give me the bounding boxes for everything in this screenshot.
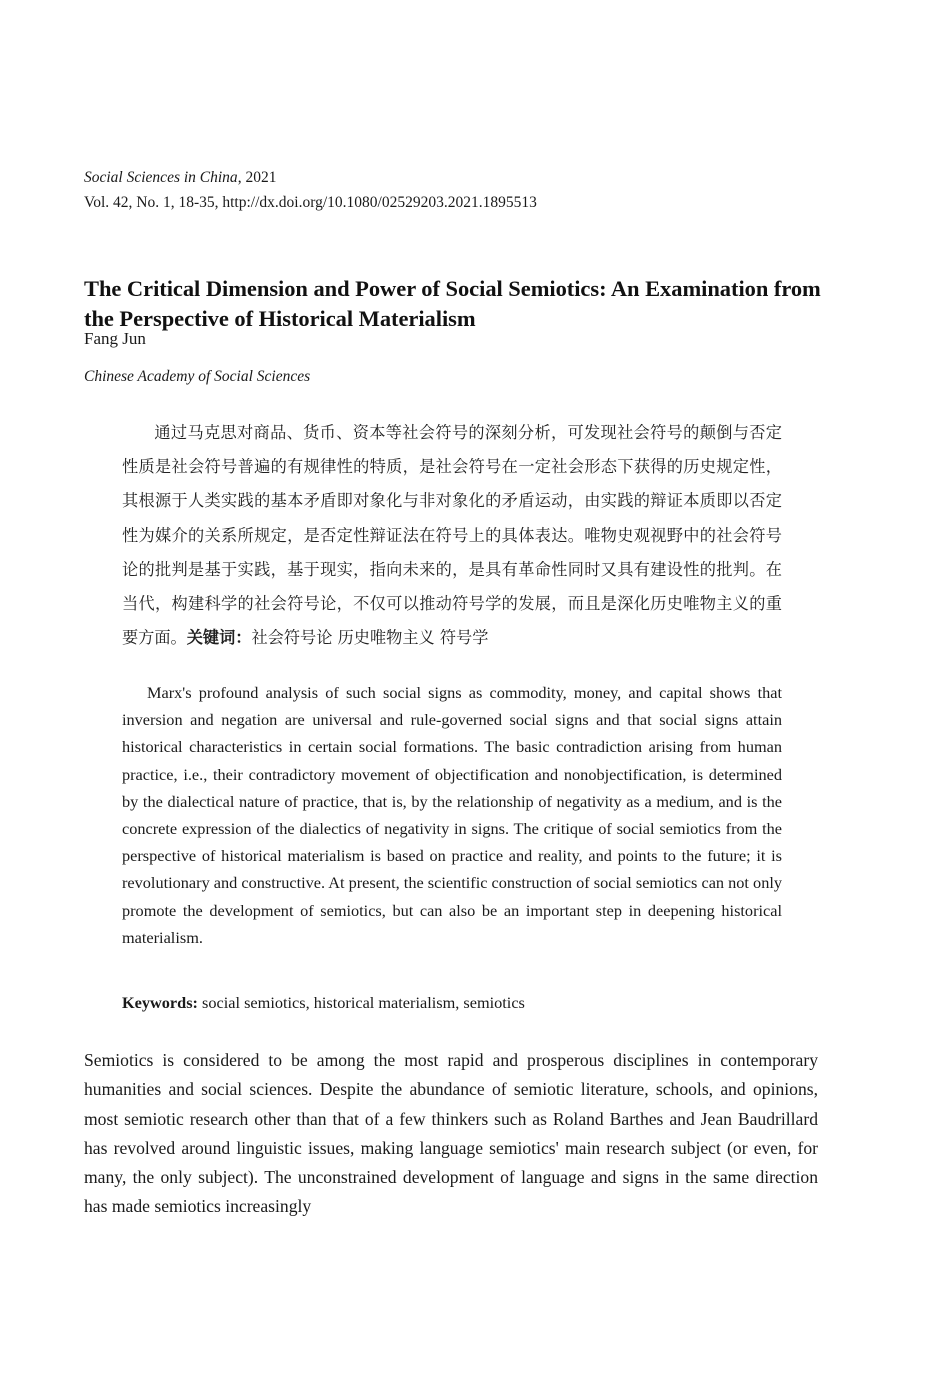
author-name: Fang Jun bbox=[84, 329, 146, 348]
chinese-keywords-value: 社会符号论 历史唯物主义 符号学 bbox=[251, 628, 489, 648]
journal-name: Social Sciences in China bbox=[84, 169, 238, 186]
journal-volume-doi-line: Vol. 42, No. 1, 18-35, http://dx.doi.org/10.1080/02529203.2021.1895513 bbox=[84, 193, 537, 211]
english-keywords-value: social semiotics, historical materialism, semiotics bbox=[202, 993, 525, 1012]
english-keywords bbox=[122, 991, 782, 1015]
chinese-abstract-body: 通过马克思对商品、货币、资本等社会符号的深刻分析，可发现社会符号的颠倒与否定性质是社会符号普遍的有规律性的特质，是社会符号在一定社会形态下获得的历史规定性，其根源于人类实践的基本矛盾即对象化与非对象化的矛盾运动，由实践的辩证本质即以否定性为媒介的关系所规定，是否定性辩证法在符号上的具体表达。唯物史观视野中的社会符号论的批判是基于实践，基于现实，指向未来的，是具有革命性同时又具有建设性的批判。在当代，构建科学的社会符号论，不仅可以推动符号学的发展，而且是深化历史唯物主义的重要方面。 bbox=[122, 423, 782, 648]
chinese-abstract bbox=[122, 416, 782, 655]
english-keywords-label: Keywords: bbox=[122, 993, 198, 1012]
english-abstract: Marx's profound analysis of such social signs as commodity, money, and capital shows that inversion and negation are universal and rule-governed social signs and that social signs attain historical characteristics in certain social formations. The basic contradiction arising from human practice, i.e., their contradictory movement of objectification and nonobjectification, is determined by the dialectical nature of practice, that is, by the relationship of negativity as a medium, and is the concrete expression of the dialectics of negativity in signs. The critique of social semiotics from the perspective of historical materialism is based on practice and reality, and points to the future; it is revolutionary and constructive. At present, the scientific construction of social semiotics can not only promote the development of semiotics, but can also be an important step in deepening historical materialism. bbox=[122, 683, 782, 947]
journal-header bbox=[84, 166, 824, 215]
page-title: The Critical Dimension and Power of Social Semiotics: An Examination from the Perspective of Historical Materialism bbox=[84, 276, 821, 332]
chinese-keywords-label: 关键词： bbox=[186, 628, 252, 648]
body-paragraph: Semiotics is considered to be among the most rapid and prosperous disciplines in contemporary humanities and social sciences. Despite the abundance of semiotic literature, schools, and opinions, most semiotic research other than that of a few thinkers such as Roland Barthes and Jean Baudrillard has revolved around linguistic issues, making language semiotics' main research subject (or even, for many, the only subject). The unconstrained development of language and signs in the same direction has made semiotics increasingly bbox=[84, 1050, 818, 1217]
journal-year-separator: , bbox=[237, 169, 246, 186]
journal-citation-line bbox=[84, 166, 824, 191]
journal-year: 2021 bbox=[245, 169, 277, 186]
author-affiliation: Chinese Academy of Social Sciences bbox=[84, 368, 311, 385]
